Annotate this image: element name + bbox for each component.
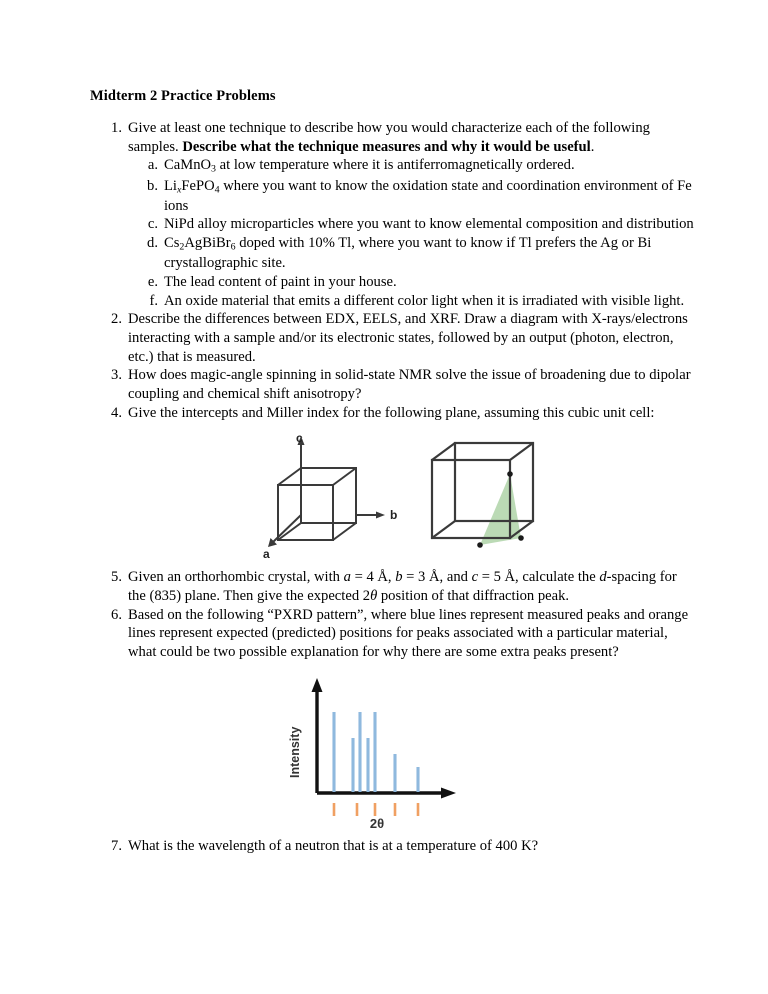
axis-label-b: b	[390, 508, 398, 522]
intercept-point-bottom-right	[518, 535, 524, 541]
cube-edge-tl	[278, 468, 301, 485]
subitem-d	[128, 234, 696, 273]
subitem-text: NiPd alloy microparticles where you want to know elemental composition and distribution	[164, 216, 694, 233]
problem-list-end	[90, 837, 696, 856]
cube-edge-tr	[510, 443, 533, 460]
subitem-f	[128, 292, 696, 311]
subitem-text: An oxide material that emits a different color light when it is irradiated with visible light.	[164, 292, 685, 309]
axis-label-c: c	[296, 431, 303, 445]
problem-text: What is the wavelength of a neutron that is at a temperature of 400 K?	[128, 837, 539, 854]
problem-text	[128, 120, 650, 155]
intercept-point-top	[507, 471, 513, 477]
y-axis-label: Intensity	[288, 726, 302, 778]
cube-edge-br	[333, 523, 356, 540]
problem-text-bold: Describe what the technique measures and why it would be useful	[182, 138, 591, 155]
pxrd-chart-svg	[272, 668, 477, 828]
problem-item-3	[90, 366, 696, 403]
problem-text: Given an orthorhombic crystal, with a = 4 Å, b = 3 Å, and c = 5 Å, calculate the d-spacing for the (835) plane. Then give the expected 2θ position of that diffraction peak.	[128, 569, 677, 604]
problem-1-subitems	[128, 156, 696, 310]
cube-with-axes-diagram	[250, 430, 400, 565]
problem-list	[90, 119, 696, 422]
problem-text-part1: Give at least one technique to describe how you would characterize each of the following samples.	[128, 120, 650, 155]
subitem-letter: a.	[147, 157, 158, 174]
page-title: Midterm 2 Practice Problems	[90, 88, 276, 104]
problem-number: 4.	[111, 404, 122, 421]
x-axis-arrowhead	[441, 787, 456, 798]
intercept-point-bottom-left	[477, 542, 483, 548]
pxrd-chart-figure	[90, 668, 696, 833]
subitem-b	[128, 177, 696, 216]
subitem-letter: b.	[147, 177, 158, 194]
problem-text: Describe the differences between EDX, EELS, and XRF. Draw a diagram with X-rays/electrons interacting with a sample and/or its electronic states, followed by an output (photon, electron, etc.) that is measured.	[128, 311, 688, 365]
problem-text: Based on the following “PXRD pattern”, where blue lines represent measured peaks and orange lines represent expected (predicted) positions for peaks associated with a particular material, what could be two possible explanation for why there are some extra peaks present?	[128, 606, 689, 660]
cube-front-face	[278, 485, 333, 540]
cube-back-face	[455, 443, 533, 521]
cube-edge-tl	[432, 443, 455, 460]
x-axis-label: 2θ	[369, 815, 385, 828]
problem-item-6	[90, 606, 696, 662]
subitem-text: The lead content of paint in your house.	[164, 273, 397, 290]
problem-text: Give the intercepts and Miller index for the following plane, assuming this cubic unit cell:	[128, 404, 655, 421]
problem-list-continued	[90, 568, 696, 661]
pxrd-chart	[272, 668, 477, 833]
measured-peaks-group	[334, 712, 418, 792]
cube-plane-svg	[425, 438, 555, 556]
problem-number: 3.	[111, 367, 122, 384]
subitem-text: CaMnO$_3$ at low temperature where it is antiferromagnetically ordered.	[164, 157, 575, 175]
expected-positions-group	[334, 803, 418, 816]
axis-a-line	[272, 515, 301, 543]
problem-number: 1.	[111, 120, 122, 136]
axis-b-arrowhead	[376, 512, 385, 519]
axis-label-a: a	[263, 547, 270, 561]
problem-number: 6.	[111, 606, 122, 623]
cube-back-face	[301, 468, 356, 523]
problem-item-5	[90, 568, 696, 605]
problem-item-7	[90, 837, 696, 856]
subitem-letter: c.	[147, 216, 158, 233]
cube-with-plane-diagram	[425, 438, 555, 561]
problem-item-2	[90, 310, 696, 366]
problem-text-part2: .	[590, 138, 595, 155]
subitem-a	[128, 156, 696, 176]
y-axis-arrowhead	[312, 678, 323, 692]
problem-number: 5.	[111, 569, 122, 586]
problem-item-4	[90, 404, 696, 423]
cube-edge-tr	[333, 468, 356, 485]
subitem-letter: d.	[147, 235, 158, 251]
subitem-text: LixFePO$_4$ where you want to know the oxidation state and coordination environment of Fe ions	[164, 177, 692, 214]
subitem-text: $Cs_2AgBiBr_6$ doped with 10% Tl, where you want to know if Tl prefers the Ag or Bi crystallographic site.	[164, 235, 652, 272]
cube-edge-bl	[432, 521, 455, 538]
subitem-c	[128, 215, 696, 234]
subitem-letter: e.	[147, 273, 158, 290]
cube-figure	[90, 430, 696, 562]
problem-number: 7.	[111, 837, 122, 854]
problem-number: 2.	[111, 311, 122, 328]
cube-axes-svg	[250, 430, 400, 560]
subitem-letter: f.	[149, 292, 158, 309]
problem-item-1	[90, 119, 696, 310]
problem-text: How does magic-angle spinning in solid-state NMR solve the issue of broadening due to dipolar coupling and chemical shift anisotropy?	[128, 367, 691, 402]
subitem-e	[128, 273, 696, 292]
